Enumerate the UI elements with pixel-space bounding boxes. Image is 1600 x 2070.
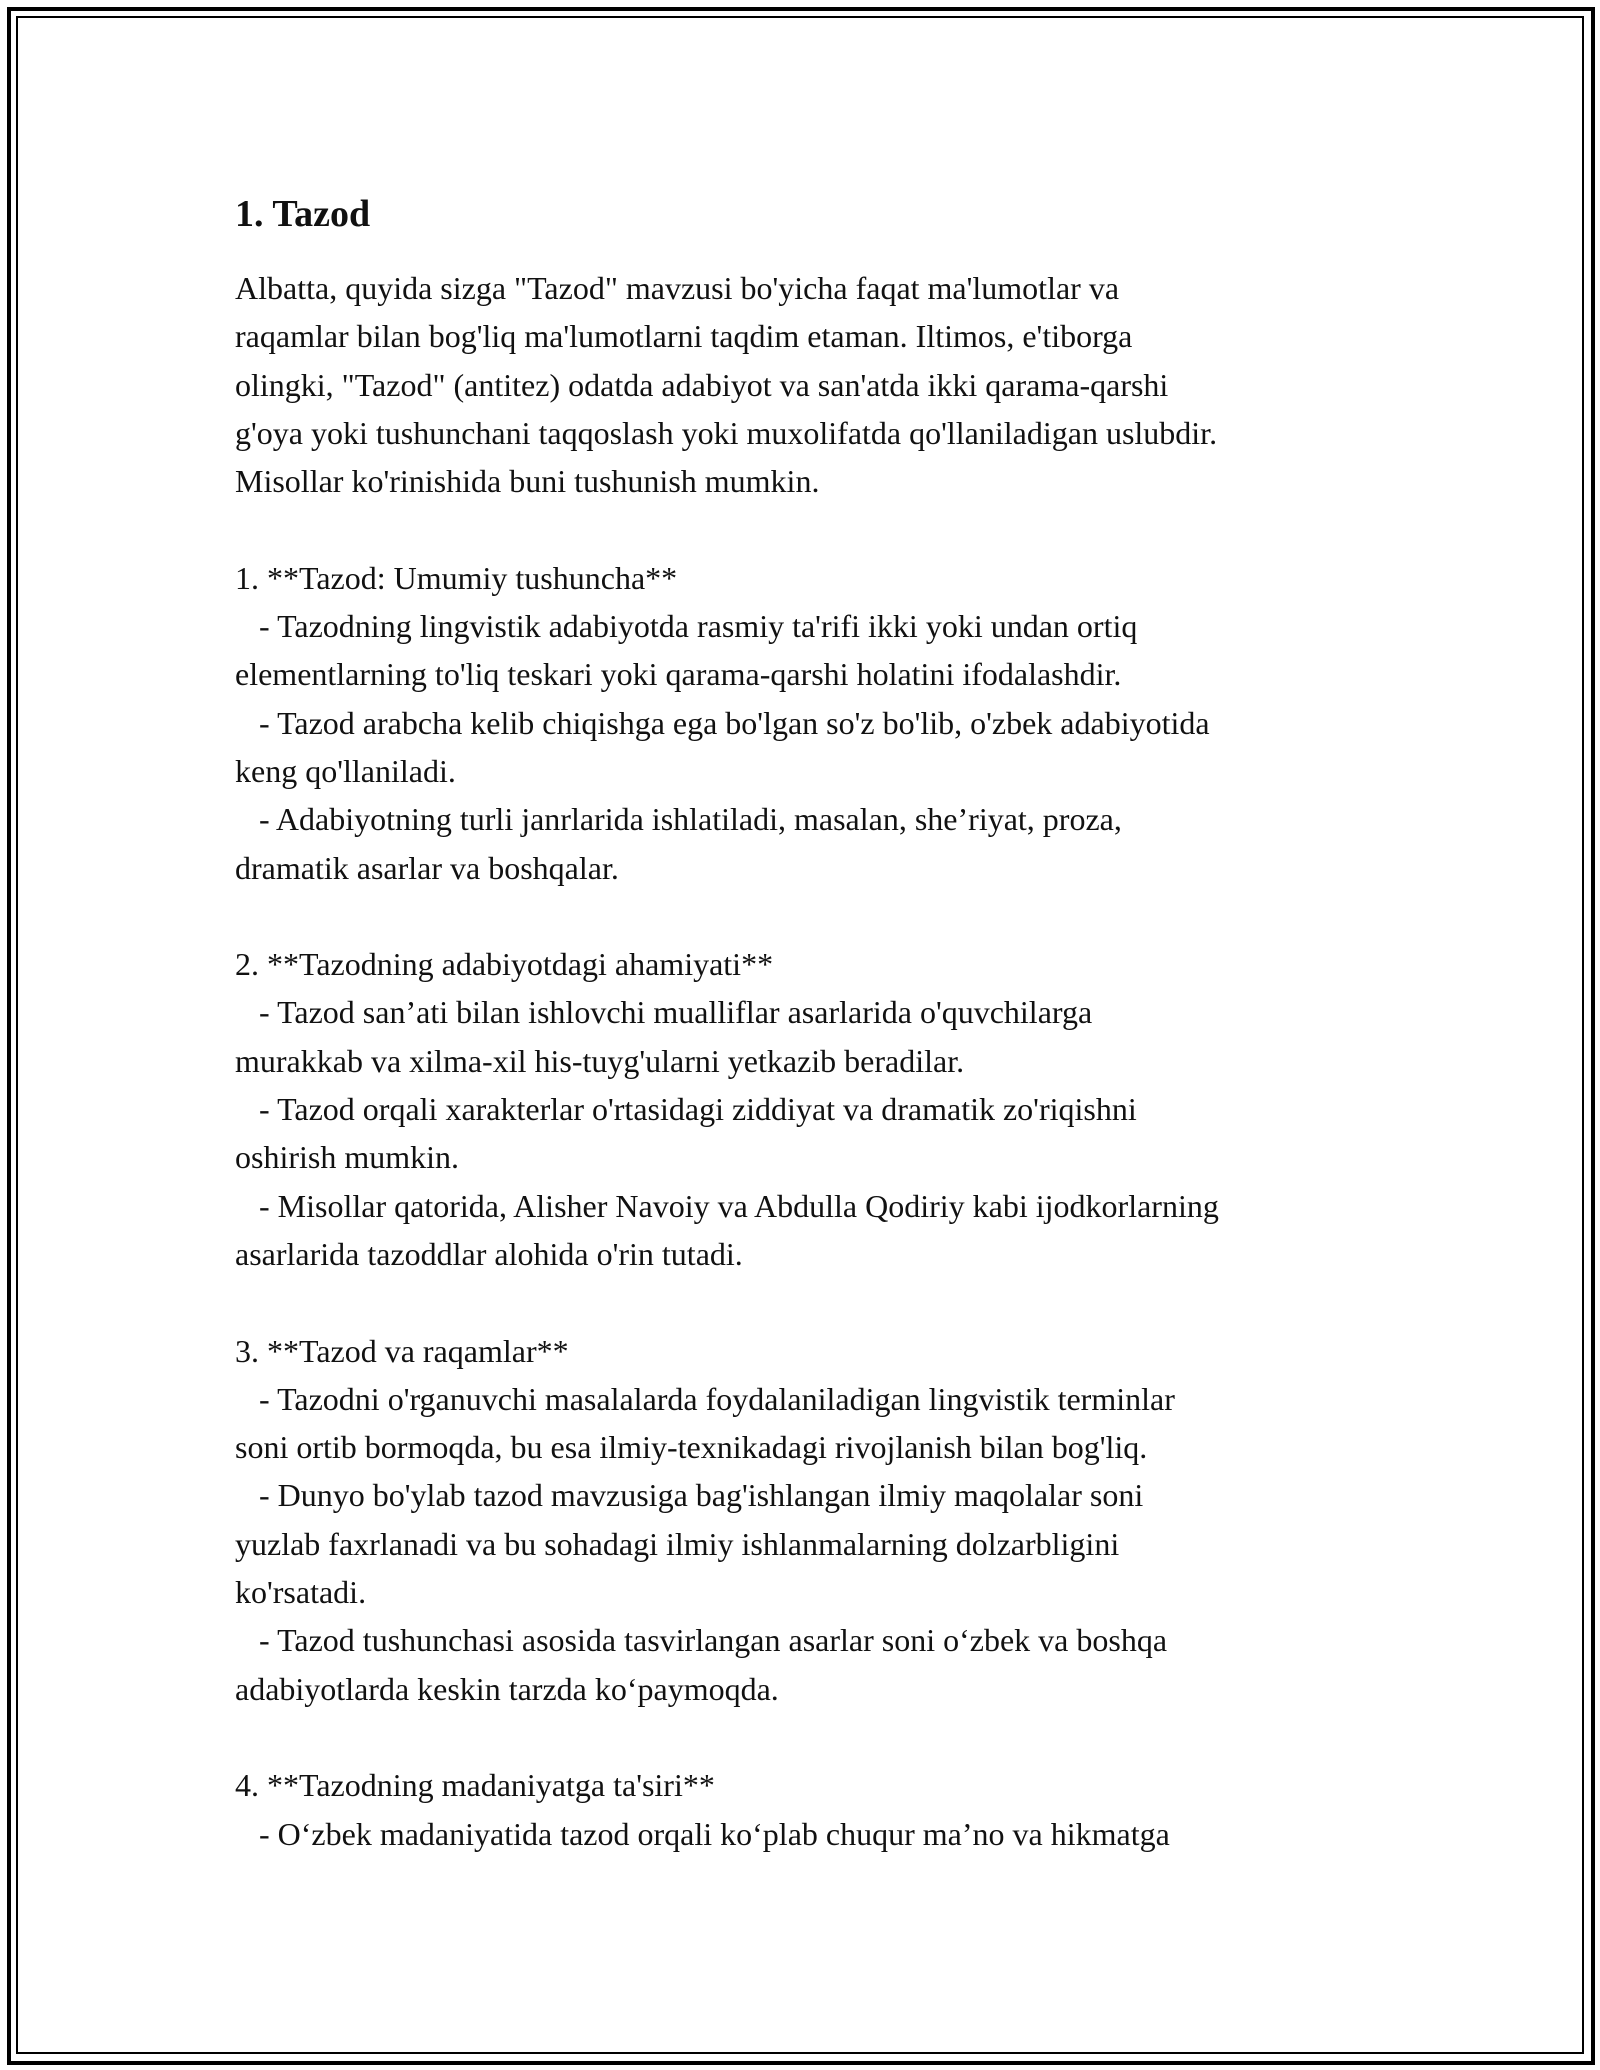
text-line: - Dunyo bo'ylab tazod mavzusiga bag'ishlangan ilmiy maqolalar soni <box>235 1477 1144 1514</box>
blank-line <box>235 1713 1395 1761</box>
text-line: asarlarida tazoddlar alohida o'rin tutadi. <box>235 1235 743 1272</box>
text-line: - Tazodni o'rganuvchi masalalarda foydalaniladigan lingvistik terminlar <box>235 1380 1175 1417</box>
text-line: - Tazodning lingvistik adabiyotda rasmiy ta'rifi ikki yoki undan ortiq <box>235 608 1138 645</box>
text-line: Albatta, quyida sizga "Tazod" mavzusi bo'yicha faqat ma'lumotlar va <box>235 270 1120 306</box>
document-text <box>235 264 1395 1858</box>
text-line: - Tazod arabcha kelib chiqishga ega bo'lgan so'z bo'lib, o'zbek adabiyotida <box>235 704 1210 741</box>
text-line: g'oya yoki tushunchani taqqoslash yoki muxolifatda qo'llaniladigan uslubdir. <box>235 414 1218 451</box>
text-line: - O‘zbek madaniyatida tazod orqali ko‘plab chuqur ma’no va hikmatga <box>235 1815 1170 1852</box>
text-line: soni ortib bormoqda, bu esa ilmiy-texnikadagi rivojlanish bilan bog'liq. <box>235 1429 1148 1466</box>
text-line: oshirish mumkin. <box>235 1139 460 1176</box>
text-line: 3. **Tazod va raqamlar** <box>235 1332 569 1369</box>
blank-line <box>235 1278 1395 1326</box>
blank-line <box>235 892 1395 940</box>
text-line: olingki, "Tazod" (antitez) odatda adabiyot va san'atda ikki qarama-qarshi <box>235 366 1169 403</box>
document-body <box>235 186 1395 1858</box>
text-line: - Adabiyotning turli janrlarida ishlatiladi, masalan, she’riyat, proza, <box>235 801 1122 838</box>
text-line: 2. **Tazodning adabiyotdagi ahamiyati** <box>235 946 774 983</box>
text-line: - Misollar qatorida, Alisher Navoiy va Abdulla Qodiriy kabi ijodkorlarning <box>235 1187 1219 1224</box>
document-title: 1. Tazod <box>235 193 371 235</box>
text-line: ko'rsatadi. <box>235 1574 367 1611</box>
text-line: Misollar ko'rinishida buni tushunish mumkin. <box>235 463 820 500</box>
blank-line <box>235 505 1395 553</box>
text-line: - Tazod san’ati bilan ishlovchi mualliflar asarlarida o'quvchilarga <box>235 994 1093 1031</box>
text-line: murakkab va xilma-xil his-tuyg'ularni yetkazib beradilar. <box>235 1042 965 1079</box>
text-line: adabiyotlarda keskin tarzda ko‘paymoqda. <box>235 1670 779 1707</box>
text-line: - Tazod tushunchasi asosida tasvirlangan asarlar soni o‘zbek va boshqa <box>235 1622 1168 1659</box>
text-line: elementlarning to'liq teskari yoki qarama-qarshi holatini ifodalashdir. <box>235 656 1122 693</box>
text-line: yuzlab faxrlanadi va bu sohadagi ilmiy ishlanmalarning dolzarbligini <box>235 1525 1120 1562</box>
text-line: 1. **Tazod: Umumiy tushuncha** <box>235 559 678 596</box>
text-line: 4. **Tazodning madaniyatga ta'siri** <box>235 1767 715 1804</box>
text-line: keng qo'llaniladi. <box>235 752 456 789</box>
text-line: dramatik asarlar va boshqalar. <box>235 849 619 886</box>
text-line: raqamlar bilan bog'liq ma'lumotlarni taqdim etaman. Iltimos, e'tiborga <box>235 318 1133 355</box>
text-line: - Tazod orqali xarakterlar o'rtasidagi ziddiyat va dramatik zo'riqishni <box>235 1091 1137 1128</box>
